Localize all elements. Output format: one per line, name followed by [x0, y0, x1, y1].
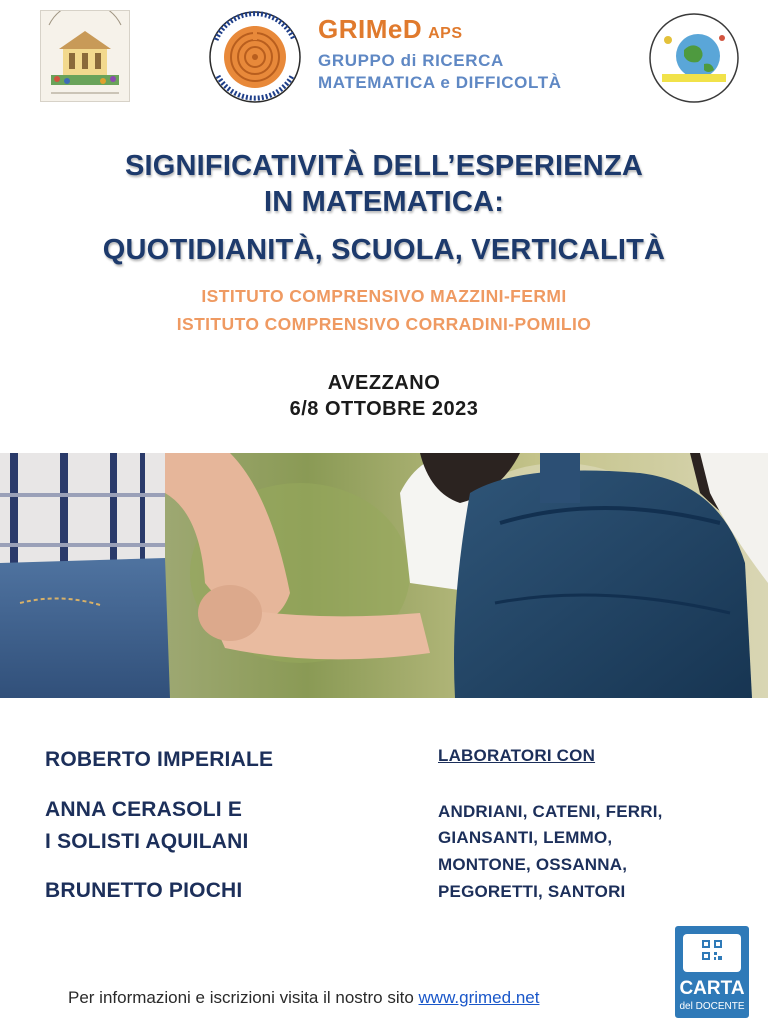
website-link[interactable]: www.grimed.net — [418, 988, 540, 1007]
org-subtitle-2: MATEMATICA e DIFFICOLTÀ — [318, 73, 562, 92]
event-place: AVEZZANO — [327, 372, 441, 394]
event-date: 6/8 OTTOBRE 2023 — [289, 398, 479, 420]
carta-docente-badge — [675, 926, 749, 1018]
org-name-text: GRIMeD — [318, 14, 423, 44]
institute-2: ISTITUTO COMPRENSIVO CORRADINI-POMILIO — [176, 314, 592, 334]
org-name — [318, 14, 463, 45]
speaker-1: ROBERTO IMPERIALE — [45, 748, 274, 771]
school-building-logo-icon — [40, 10, 130, 102]
speaker-2-line-2: I SOLISTI AQUILANI — [45, 830, 249, 853]
grimed-labyrinth-logo-icon — [208, 10, 302, 104]
carta-title: CARTA — [679, 978, 745, 999]
labs-line-2: GIANSANTI, LEMMO, — [438, 828, 613, 847]
org-subtitle-1: GRUPPO di RICERCA — [318, 51, 504, 70]
event-title-line-1: SIGNIFICATIVITÀ DELL’ESPERIENZA — [124, 150, 644, 182]
event-title-line-2: IN MATEMATICA: — [263, 186, 505, 218]
event-title-line-3: QUOTIDIANITÀ, SCUOLA, VERTICALITÀ — [102, 234, 666, 266]
labs-line-3: MONTONE, OSSANNA, — [438, 855, 628, 874]
institute-1: ISTITUTO COMPRENSIVO MAZZINI-FERMI — [201, 286, 567, 306]
carta-subtitle: del DOCENTE — [679, 1001, 745, 1012]
speaker-3: BRUNETTO PIOCHI — [45, 879, 243, 902]
photo-parent-child-hands — [0, 453, 768, 698]
mazzini-fermi-globe-logo-icon — [648, 12, 740, 104]
labs-heading: LABORATORI CON — [438, 746, 596, 765]
qr-code-icon — [702, 940, 722, 960]
card-shape — [683, 934, 741, 972]
footer-info — [68, 988, 539, 1008]
speaker-2-line-1: ANNA CERASOLI E — [45, 798, 243, 821]
labs-line-4: PEGORETTI, SANTORI — [438, 882, 626, 901]
org-suffix: APS — [428, 25, 463, 42]
labs-line-1: ANDRIANI, CATENI, FERRI, — [438, 802, 663, 821]
footer-text: Per informazioni e iscrizioni visita il nostro sito — [68, 988, 419, 1007]
